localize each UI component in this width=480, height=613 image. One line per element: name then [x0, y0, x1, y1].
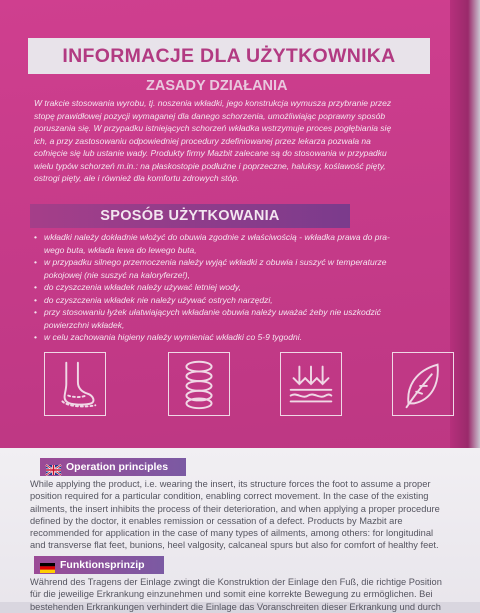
spring-icon: [168, 352, 230, 416]
operation-principles-text: While applying the product, i.e. wearing the insert, its structure forces the foot to assume a proper position required for a particular condition, enabling correct movement. In the case of the existing ailments, the insert inhibits the process of their deterioration, and when applying a proper procedure defined by the doctor, it enables remission or cessation of a defect. Products by Mazbit are recommended for application in the case of many types of ailments, among others: for longitudinal and transverse flat feet, bunions, heel valgosity, calcaneal spurs but also for comfort of healthy feet.: [30, 479, 440, 551]
funktionsprinzip-header: [34, 556, 164, 574]
section-title-usage: SPOSÓB UŻYTKOWANIA: [100, 208, 280, 224]
principles-line: ich, a przy zastosowaniu odpowiedniej procedury zdefiniowanej przez lekarza pozwala na: [34, 135, 371, 146]
section-title-principles: ZASADY DZIAŁANIA: [146, 78, 288, 94]
main-title: INFORMACJE DLA UŻYTKOWNIKA: [28, 38, 430, 74]
foot-icon: [44, 352, 106, 416]
principles-paragraph: [34, 97, 444, 185]
principles-line: stopę prawidłowej pozycji wymaganej dla danego schorzenia, umożliwiając poprawny sposób: [34, 110, 386, 121]
principles-line: wielu typów schorzeń m.in.: na płaskostopie podłużne i poprzeczne, haluksy, koślawość pięty,: [34, 160, 386, 171]
list-item: • do czyszczenia wkładek nie należy używać ostrych narzędzi,: [34, 294, 444, 307]
funktionsprinzip-title: Funktionsprinzip: [60, 559, 145, 571]
principles-line: cofnięcie się lub ustanie wady. Produkty firmy Mazbit zalecane są do stosowania w przypadku: [34, 148, 387, 158]
list-item: • wkładki należy dokładnie włożyć do obuwia zgodnie z właściwością - wkładka prawa do pra- wego buta, wkłada lewa do lewego buta,: [34, 231, 444, 256]
list-item: • przy stosowaniu łyżek ułatwiających wkładanie obuwia należy uważać żeby nie uszkodzić powierzchni wkładek,: [34, 306, 444, 331]
section-banner-usage: [30, 204, 350, 228]
principles-line: W trakcie stosowania wyrobu, tj. noszenia wkładki, jego konstrukcja wymusza przybranie przez: [34, 98, 392, 108]
uk-flag-icon: [46, 462, 61, 472]
principles-line: poruszania się. W przypadku istniejących schorzeń wkładka wstrzymuje proces pogłębiania się: [34, 123, 392, 133]
funktionsprinzip-text: Während des Tragens der Einlage zwingt die Konstruktion der Einlage den Fuß, die richtige Position für die jeweilige Erkrankung einzunehmen und somit eine korrekte Bewegung zu ermöglichen. Bei bestehenden Erkrankungen verhindert die Einlage das Voranschreiten dieser Erkrankung und durch: [30, 577, 442, 612]
translations-panel: [0, 448, 480, 612]
usage-list: [34, 231, 444, 344]
operation-principles-header: [40, 458, 186, 476]
german-flag-icon: [40, 560, 55, 570]
operation-principles-title: Operation principles: [66, 461, 169, 473]
list-item: • w celu zachowania higieny należy wymieniać wkładki co 5-9 tygodni.: [34, 331, 444, 344]
principles-line: ostrogi pięty, ale i również dla komfortu zdrowych stóp.: [34, 173, 240, 183]
pressure-arrows-icon: [280, 352, 342, 416]
list-item: • w przypadku silnego przemoczenia należy wyjąć wkładki z obuwia i suszyć w temperaturze pokojowej (nie suszyć na kaloryferze!),: [34, 256, 444, 281]
leaf-icon: [392, 352, 454, 416]
list-item: • do czyszczenia wkładek należy używać letniej wody,: [34, 281, 444, 294]
feature-icons-row: [40, 352, 440, 426]
